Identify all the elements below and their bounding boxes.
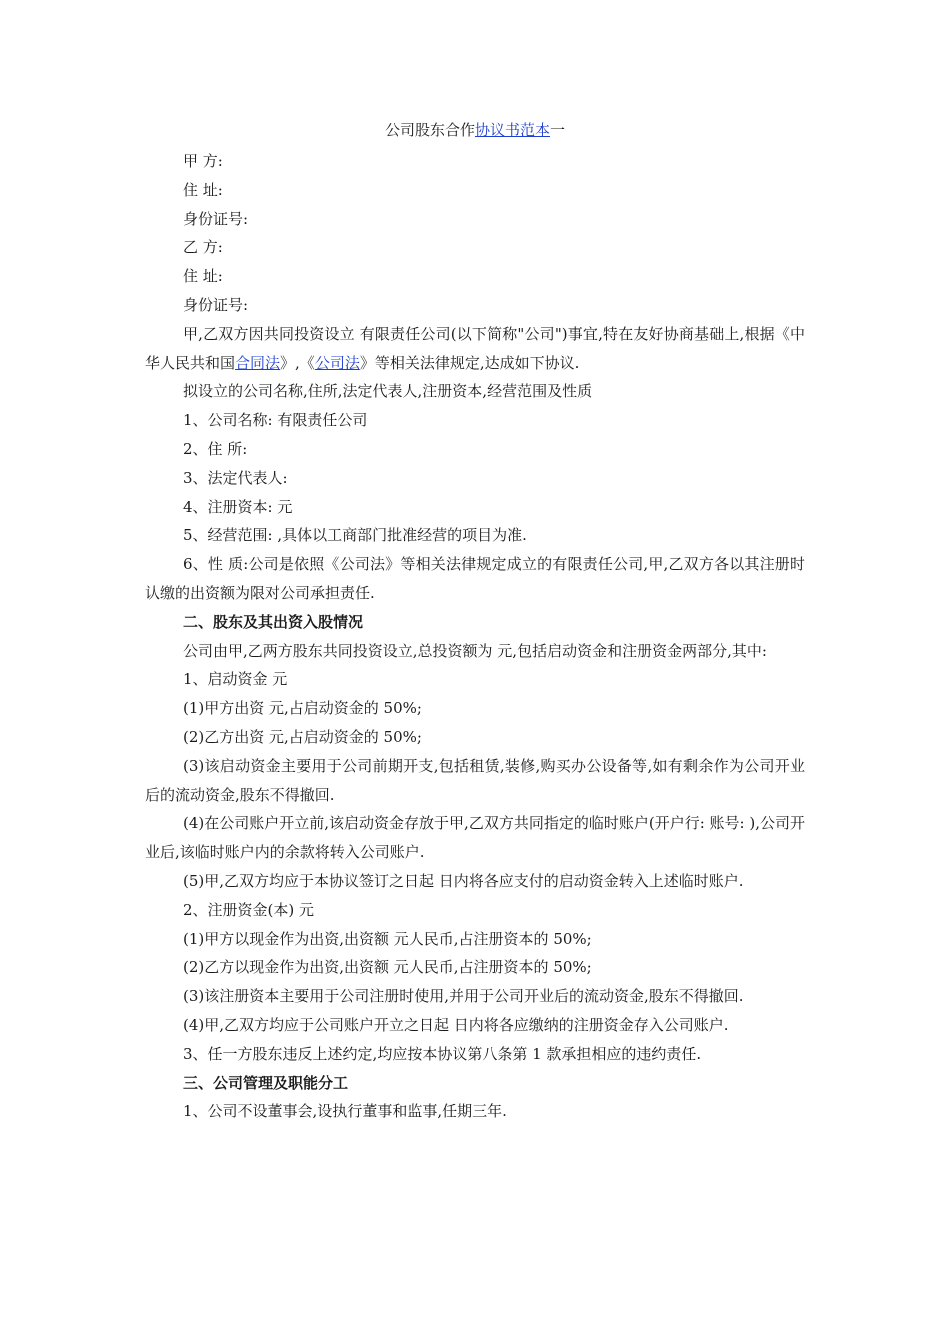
breach-clause: 3、任一方股东违反上述约定,均应按本协议第八条第 1 款承担相应的违约责任.: [183, 1044, 702, 1063]
registered-capital-item: (2)乙方以现金作为出资,出资额 元人民币,占注册资本的 50%;: [183, 958, 592, 977]
document-title: [0, 118, 950, 142]
section3-item: 1、公司不设董事会,设执行董事和监事,任期三年.: [183, 1102, 507, 1121]
section1-item: 6、性 质:公司是依照《公司法》等相关法律规定成立的有限责任公司,甲,乙双方各以其注册时认缴的出资额为限对公司承担责任.: [145, 555, 805, 602]
title-link[interactable]: 协议书范本: [474, 121, 550, 139]
startup-capital-heading: 1、启动资金 元: [183, 670, 288, 689]
party-a-address: 住 址:: [183, 180, 223, 199]
preamble-part3: 》等相关法律规定,达成如下协议.: [359, 353, 580, 372]
contract-law-link[interactable]: 合同法: [235, 353, 281, 372]
startup-capital-item: (4)在公司账户开立前,该启动资金存放于甲,乙双方共同指定的临时账户(开户行: 账号: ),公司开业后,该临时账户内的余款将转入公司账户.: [145, 814, 805, 862]
section1-intro: 拟设立的公司名称,住所,法定代表人,注册资本,经营范围及性质: [183, 382, 593, 401]
section1-item: 2、住 所:: [183, 439, 248, 458]
section2-intro: 公司由甲,乙两方股东共同投资设立,总投资额为 元,包括启动资金和注册资金两部分,其中:: [183, 641, 767, 660]
document-body: [145, 147, 805, 1126]
preamble-part2: 》,《: [280, 353, 315, 372]
registered-capital-item: (1)甲方以现金作为出资,出资额 元人民币,占注册资本的 50%;: [183, 929, 592, 948]
preamble-part1: 甲,乙双方因共同投资设立 有限责任公司(以下简称"公司")事宜,特在友好协商基础上,根据《中华人民共和国: [145, 324, 805, 372]
section1-item: 5、经营范围: ,具体以工商部门批准经营的项目为准.: [183, 526, 527, 545]
section1-item: 1、公司名称: 有限责任公司: [183, 411, 368, 430]
section2-heading: 二、股东及其出资入股情况: [183, 612, 364, 631]
party-b-address: 住 址:: [183, 267, 223, 286]
section1-item: 3、法定代表人:: [183, 468, 288, 487]
section1-item: 4、注册资本: 元: [183, 497, 293, 516]
party-b-id: 身份证号:: [183, 295, 249, 314]
party-a-id: 身份证号:: [183, 209, 249, 228]
startup-capital-item: (3)该启动资金主要用于公司前期开支,包括租赁,装修,购买办公设备等,如有剩余作为公司开业后的流动资金,股东不得撤回.: [145, 756, 805, 804]
company-law-link[interactable]: 公司法: [314, 353, 360, 372]
registered-capital-item: (3)该注册资本主要用于公司注册时使用,并用于公司开业后的流动资金,股东不得撤回.: [183, 987, 744, 1006]
startup-capital-item: (2)乙方出资 元,占启动资金的 50%;: [183, 727, 422, 746]
party-a-name: 甲 方:: [183, 152, 223, 170]
preamble: [145, 320, 805, 378]
startup-capital-item: (1)甲方出资 元,占启动资金的 50%;: [183, 699, 422, 718]
party-b-name: 乙 方:: [183, 238, 223, 257]
registered-capital-item: (4)甲,乙双方均应于公司账户开立之日起 日内将各应缴纳的注册资金存入公司账户.: [183, 1015, 729, 1034]
title-prefix: 公司股东合作: [384, 121, 475, 139]
registered-capital-heading: 2、注册资金(本) 元: [183, 900, 315, 919]
startup-capital-item: (5)甲,乙双方均应于本协议签订之日起 日内将各应支付的启动资金转入上述临时账户.: [183, 871, 744, 890]
title-suffix: 一: [550, 121, 566, 139]
section3-heading: 三、公司管理及职能分工: [183, 1073, 349, 1092]
